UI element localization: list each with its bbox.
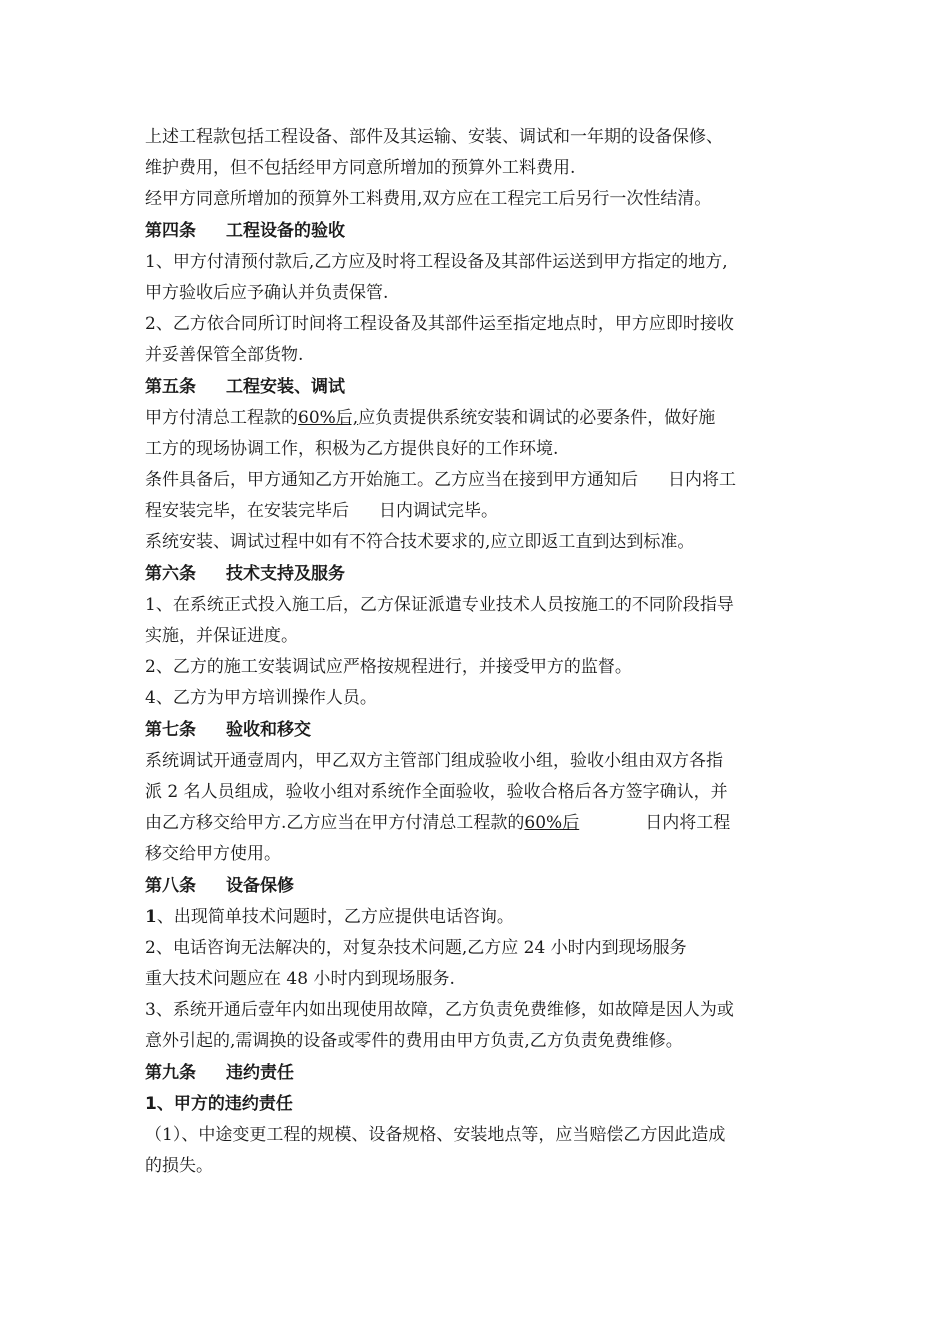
text-segment: 由乙方移交给甲方.乙方应当在甲方付清总工程款的 bbox=[145, 813, 525, 834]
text-line: 并妥善保管全部货物. bbox=[145, 345, 304, 366]
text-line: 1、甲方付清预付款后,乙方应及时将工程设备及其部件运送到甲方指定的地方, bbox=[145, 251, 728, 272]
article-title: 工程设备的验收 bbox=[226, 220, 345, 241]
text-line: 维护费用，但不包括经甲方同意所增加的预算外工料费用. bbox=[145, 158, 576, 179]
text-line: 重大技术问题应在 48 小时内到现场服务. bbox=[145, 969, 455, 990]
article-title: 验收和移交 bbox=[226, 719, 311, 740]
text-line: 系统安装、调试过程中如有不符合技术要求的,应立即返工直到达到标准。 bbox=[145, 532, 695, 553]
text-line: 移交给甲方使用。 bbox=[145, 844, 281, 865]
article-8-heading bbox=[145, 871, 815, 902]
article-number: 第九条 bbox=[145, 1062, 196, 1083]
contract-page bbox=[145, 122, 815, 1182]
text-line: 系统调试开通壹周内，甲乙双方主管部门组成验收小组，验收小组由双方各指 bbox=[145, 750, 723, 771]
article-title: 工程安装、调试 bbox=[226, 376, 345, 397]
article-4-heading bbox=[145, 216, 815, 247]
text-line bbox=[145, 403, 815, 434]
text-line: 上述工程款包括工程设备、部件及其运输、安装、调试和一年期的设备保修、 bbox=[145, 127, 723, 147]
article-number: 第七条 bbox=[145, 719, 196, 740]
article-title: 违约责任 bbox=[226, 1062, 294, 1083]
article-9-heading bbox=[145, 1058, 815, 1089]
text-line: 的损失。 bbox=[145, 1156, 213, 1177]
text-segment: 日内将工程 bbox=[645, 813, 731, 834]
article-number: 第五条 bbox=[145, 376, 196, 397]
item-number: 1 bbox=[145, 906, 157, 927]
text-segment: 条件具备后，甲方通知乙方开始施工。乙方应当在接到甲方通知后 bbox=[145, 470, 638, 491]
text-line: 意外引起的,需调换的设备或零件的费用由甲方负责,乙方负责免费维修。 bbox=[145, 1031, 683, 1052]
text-line: 1、在系统正式投入施工后，乙方保证派遣专业技术人员按施工的不同阶段指导 bbox=[145, 594, 734, 615]
text-segment: 日内将工 bbox=[668, 470, 736, 491]
article-title: 设备保修 bbox=[226, 875, 294, 896]
text-line: 3、系统开通后壹年内如出现使用故障，乙方负责免费维修，如故障是因人为或 bbox=[145, 1000, 734, 1021]
text-segment: 日内调试完毕。 bbox=[379, 501, 498, 522]
text-line: （1）、中途变更工程的规模、设备规格、安装地点等，应当赔偿乙方因此造成 bbox=[145, 1125, 726, 1145]
text-line: 经甲方同意所增加的预算外工料费用,双方应在工程完工后另行一次性结清。 bbox=[145, 189, 712, 210]
article-number: 第六条 bbox=[145, 563, 196, 584]
article-number: 第八条 bbox=[145, 875, 196, 896]
article-7-heading bbox=[145, 715, 815, 746]
text-line bbox=[145, 902, 815, 933]
text-line bbox=[145, 496, 815, 527]
underlined-percentage: 60%后, bbox=[298, 407, 359, 428]
article-6-heading bbox=[145, 559, 815, 590]
text-segment: 甲方付清总工程款的 bbox=[145, 407, 298, 428]
text-line: 派 2 名人员组成，验收小组对系统作全面验收，验收合格后各方签字确认，并 bbox=[145, 781, 728, 802]
subsection-heading: 1、甲方的违约责任 bbox=[145, 1093, 293, 1114]
text-line bbox=[145, 808, 815, 839]
text-line: 2、乙方依合同所订时间将工程设备及其部件运至指定地点时，甲方应即时接收 bbox=[145, 314, 734, 335]
text-line: 工方的现场协调工作，积极为乙方提供良好的工作环境. bbox=[145, 438, 559, 459]
article-title: 技术支持及服务 bbox=[226, 563, 345, 584]
underlined-percentage: 60%后 bbox=[524, 813, 580, 834]
article-5-heading bbox=[145, 372, 815, 403]
text-segment: 应负责提供系统安装和调试的必要条件，做好施 bbox=[358, 407, 716, 428]
text-line: 实施，并保证进度。 bbox=[145, 626, 298, 646]
text-segment: 程安装完毕，在安装完毕后 bbox=[145, 501, 349, 522]
text-line: 甲方验收后应予确认并负责保管. bbox=[145, 282, 389, 303]
text-segment: 、出现简单技术问题时，乙方应提供电话咨询。 bbox=[156, 906, 514, 927]
text-line bbox=[145, 465, 815, 496]
text-line: 4、乙方为甲方培训操作人员。 bbox=[145, 688, 377, 709]
text-line: 2、电话咨询无法解决的，对复杂技术问题,乙方应 24 小时内到现场服务 bbox=[145, 937, 687, 958]
text-line: 2、乙方的施工安装调试应严格按规程进行，并接受甲方的监督。 bbox=[145, 657, 632, 678]
article-number: 第四条 bbox=[145, 220, 196, 241]
